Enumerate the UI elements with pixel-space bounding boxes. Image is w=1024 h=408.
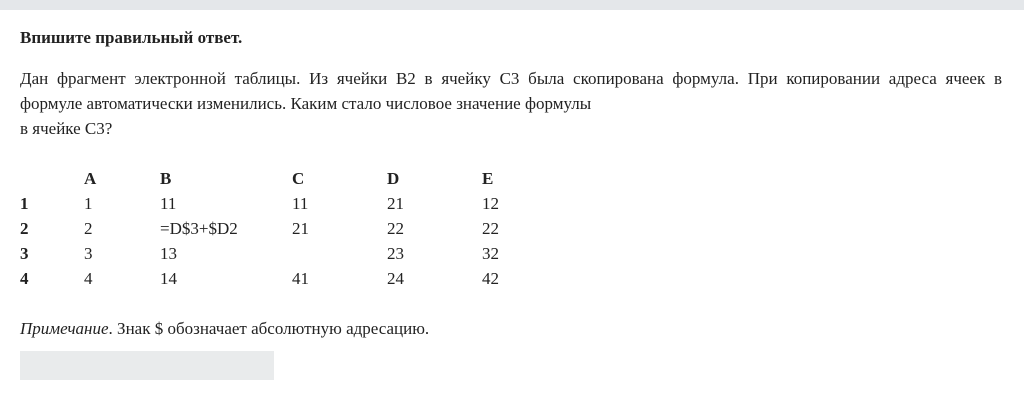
column-header-e: E: [482, 169, 494, 188]
cell-a4: 4: [84, 269, 93, 288]
cell-b4: 14: [160, 269, 177, 288]
cell-e2: 22: [482, 219, 499, 238]
note-text: . Знак $ обозначает абсолютную адресацию.: [108, 319, 430, 338]
cell-e4: 42: [482, 269, 499, 288]
column-header-a: A: [84, 169, 97, 188]
row-number: 1: [20, 194, 29, 213]
cell-e3: 32: [482, 244, 499, 263]
note: [20, 316, 429, 341]
question-line: формуле автоматически изменились. Каким стало числовое значение формулы: [20, 94, 592, 113]
cell-c2: 21: [292, 219, 309, 238]
note-label: Примечание: [20, 319, 109, 338]
cell-a1: 1: [84, 194, 93, 213]
cell-c1: 11: [292, 194, 309, 213]
question-text: [20, 66, 1002, 141]
cell-a3: 3: [84, 244, 93, 263]
question-line: Дан фрагмент электронной таблицы. Из ячейки B2 в ячейку C3 была скопирована формула. При копировании адреса ячеек в: [20, 69, 1002, 88]
cell-d3: 23: [387, 244, 404, 263]
task-instruction: Впишите правильный ответ.: [20, 28, 243, 47]
top-bar: [0, 0, 1024, 10]
cell-b1: 11: [160, 194, 177, 213]
question-line: в ячейке C3?: [20, 119, 113, 138]
cell-b3: 13: [160, 244, 177, 263]
row-number: 2: [20, 219, 29, 238]
cell-d2: 22: [387, 219, 404, 238]
cell-e1: 12: [482, 194, 499, 213]
column-header-b: B: [160, 169, 172, 188]
cell-a2: 2: [84, 219, 93, 238]
cell-d1: 21: [387, 194, 404, 213]
column-header-c: C: [292, 169, 305, 188]
row-number: 3: [20, 244, 29, 263]
answer-input[interactable]: [20, 351, 274, 380]
cell-d4: 24: [387, 269, 404, 288]
column-header-d: D: [387, 169, 400, 188]
row-number: 4: [20, 269, 29, 288]
cell-c4: 41: [292, 269, 309, 288]
cell-b2-formula: =D$3+$D2: [160, 219, 238, 238]
